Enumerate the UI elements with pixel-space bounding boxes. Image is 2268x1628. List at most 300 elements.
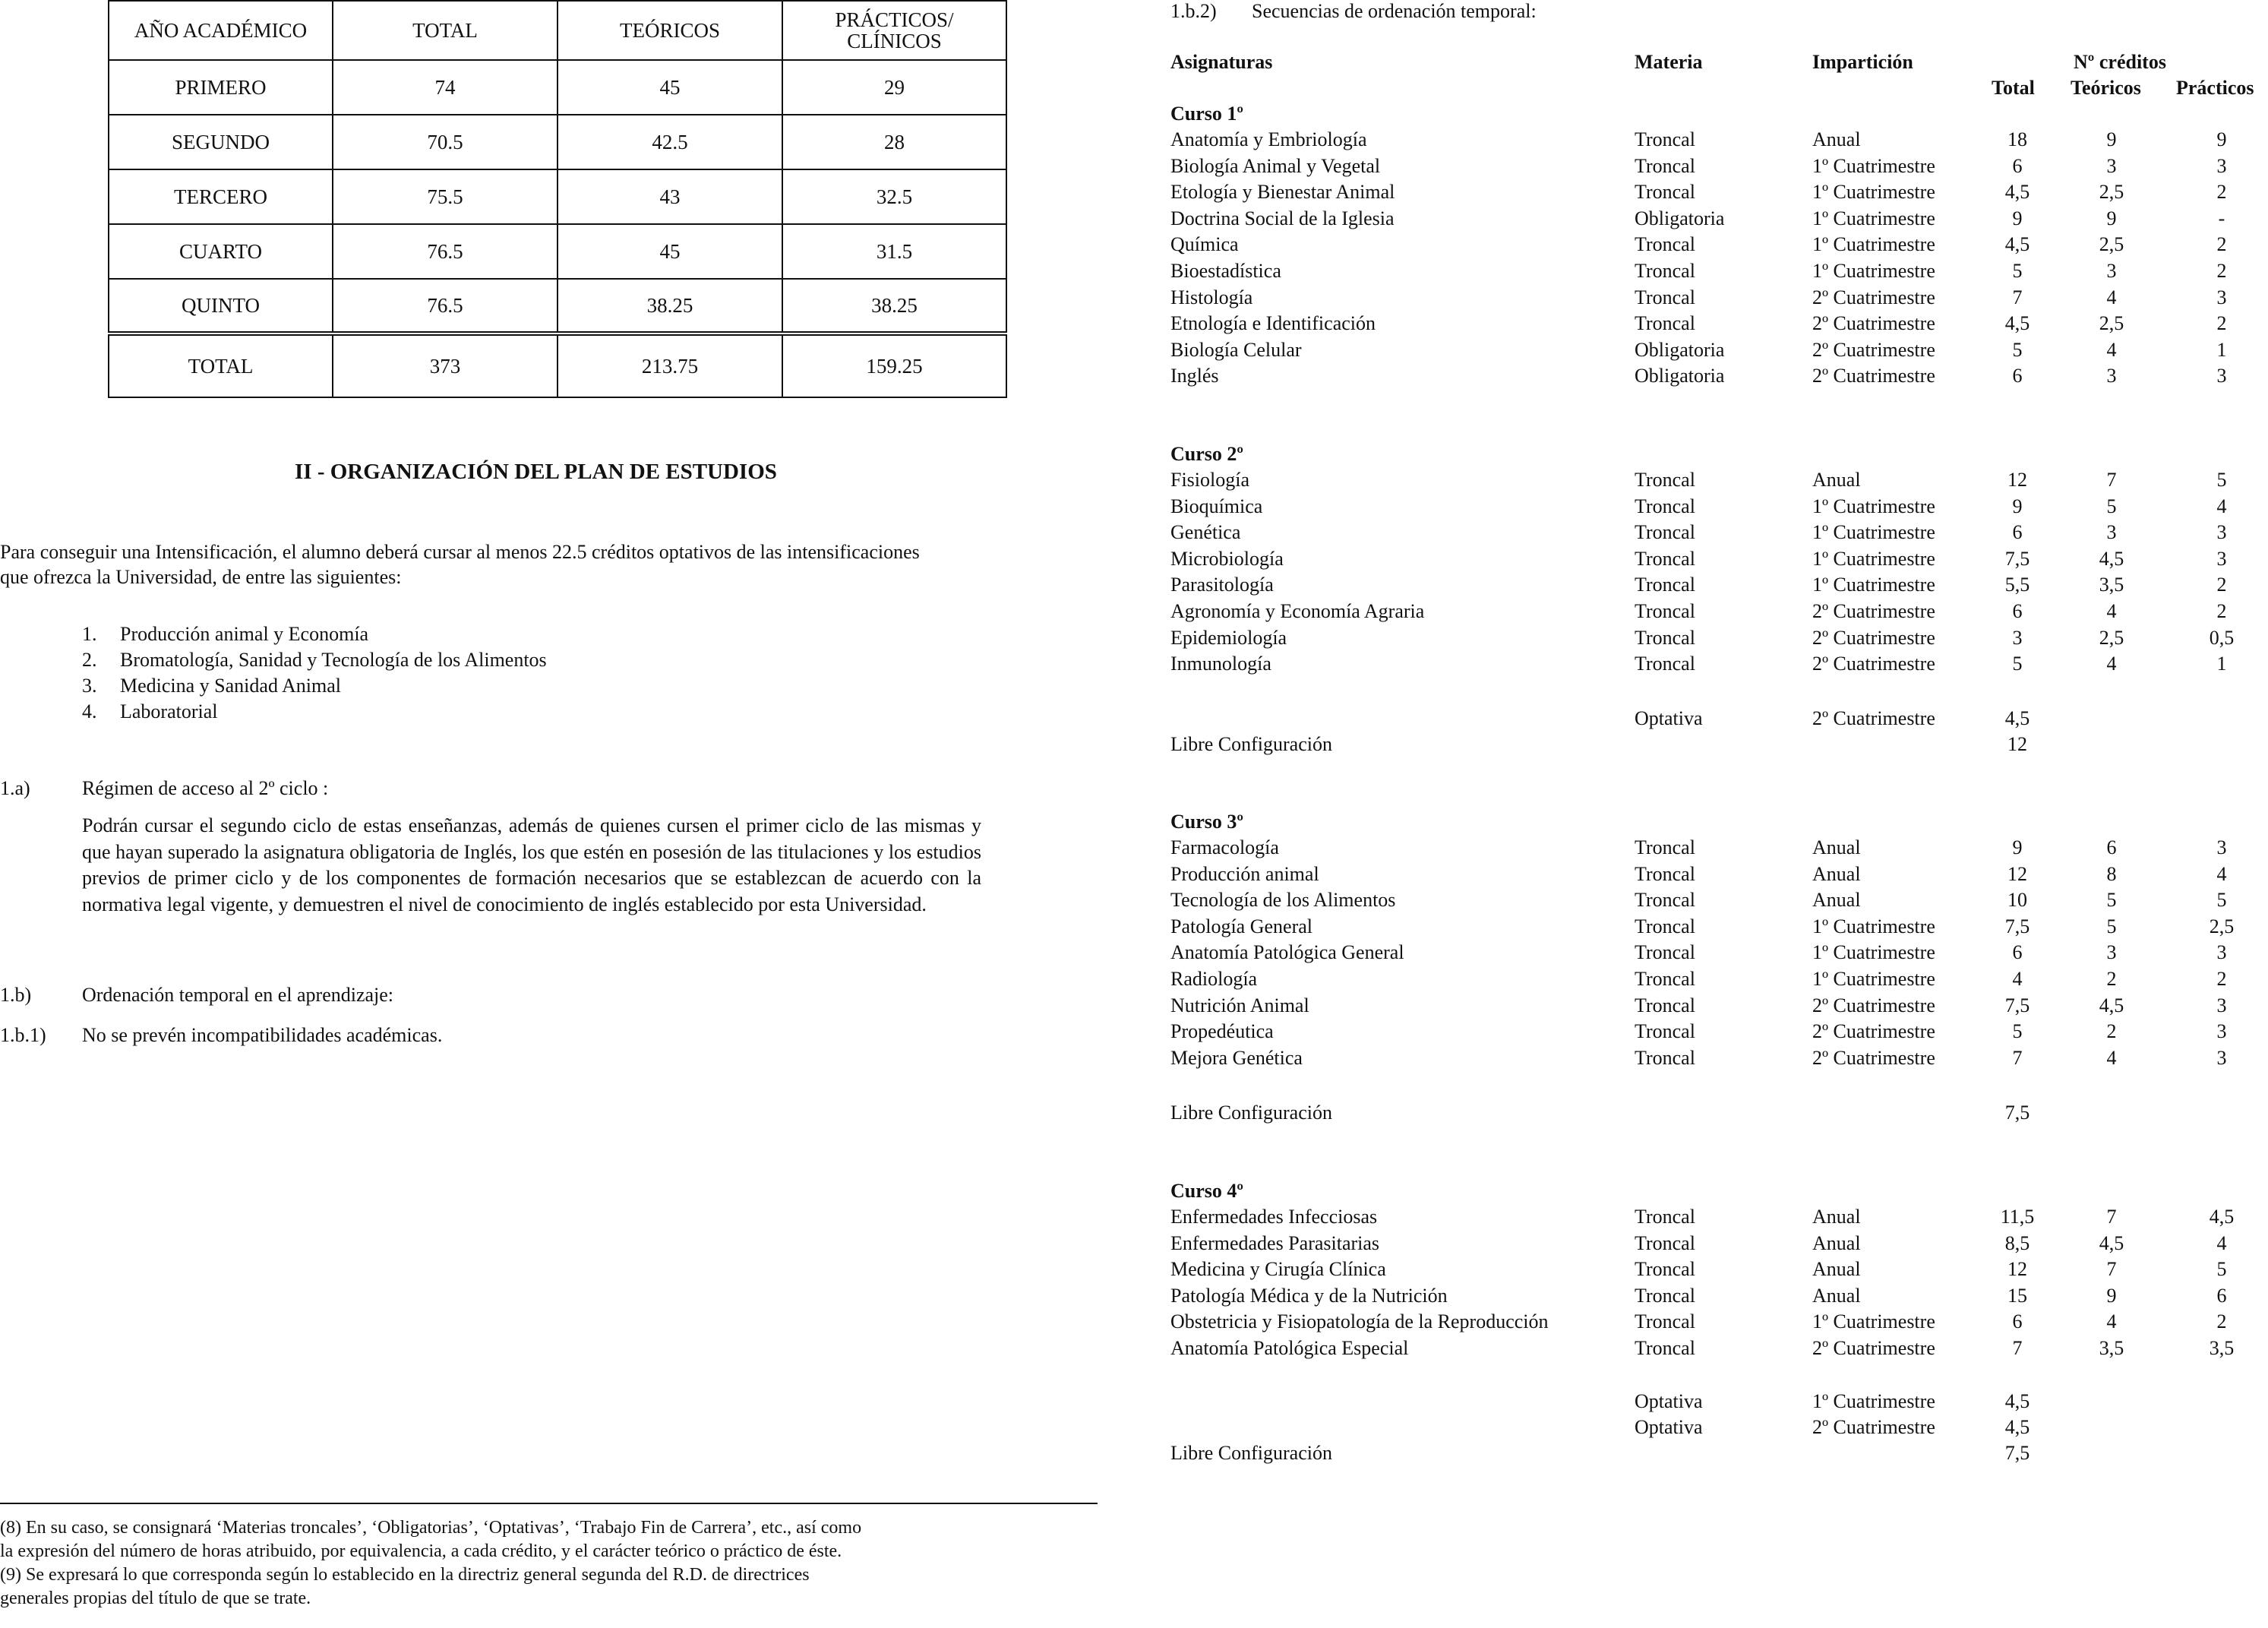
summary-cell: 76.5 — [333, 279, 558, 334]
cell-asignatura: Libre Configuración — [1170, 1442, 1332, 1464]
cell-total: 7,5 — [2004, 548, 2030, 570]
extra-row — [0, 1416, 2268, 1442]
cell-materia: Troncal — [1635, 128, 1695, 150]
cell-total: 12 — [2007, 733, 2027, 755]
cell-total: 4,5 — [2004, 1416, 2030, 1438]
cell-asignatura: Bioquímica — [1170, 495, 1263, 517]
cell-asignatura: Radiología — [1170, 968, 1258, 990]
asignatura-row — [0, 155, 2268, 181]
cell-materia: Optativa — [1635, 1416, 1703, 1438]
cell-practicos: 2 — [2216, 1310, 2227, 1332]
cell-teoricos: 2,5 — [2099, 233, 2124, 255]
cell-asignatura: Biología Celular — [1170, 339, 1302, 361]
cell-asignatura: Parasitología — [1170, 574, 1274, 596]
cell-total: 7 — [2012, 286, 2023, 308]
summary-row-primero — [109, 60, 1006, 115]
header-materia: Materia — [1635, 51, 1703, 73]
cell-asignatura: Epidemiología — [1170, 627, 1287, 649]
cell-total: 15 — [2007, 1285, 2027, 1307]
cell-teoricos: 5 — [2106, 495, 2117, 517]
cell-asignatura: Agronomía y Economía Agraria — [1170, 600, 1425, 622]
asignatura-row — [0, 574, 2268, 599]
cell-asignatura: Genética — [1170, 521, 1241, 543]
item-number: 3. — [82, 675, 97, 697]
cell-total: 18 — [2007, 128, 2027, 150]
cell-imparticion: 2º Cuatrimestre — [1812, 1047, 1935, 1069]
cell-total: 9 — [2012, 207, 2023, 229]
item-text: Bromatología, Sanidad y Tecnología de los Alimentos — [120, 649, 547, 671]
cell-teoricos: 5 — [2106, 915, 2117, 937]
ordenacion-label: 1.b) — [0, 984, 32, 1006]
cell-asignatura: Inglés — [1170, 365, 1219, 387]
cell-asignatura: Nutrición Animal — [1170, 994, 1309, 1016]
cell-asignatura: Anatomía Patológica General — [1170, 941, 1404, 963]
cell-imparticion: Anual — [1812, 863, 1861, 885]
summary-cell: SEGUNDO — [109, 115, 333, 169]
summary-header-row — [109, 1, 1006, 60]
cell-practicos: 3 — [2216, 836, 2227, 858]
cell-teoricos: 4 — [2106, 653, 2117, 675]
cell-asignatura: Farmacología — [1170, 836, 1279, 858]
cell-teoricos: 3 — [2106, 941, 2117, 963]
asignatura-row — [0, 521, 2268, 547]
cell-materia: Troncal — [1635, 312, 1695, 334]
cell-imparticion: 1º Cuatrimestre — [1812, 233, 1935, 255]
summary-cell: 45 — [558, 60, 782, 115]
header-asignaturas: Asignaturas — [1170, 51, 1273, 73]
cell-total: 11,5 — [2000, 1206, 2035, 1228]
item-text: Laboratorial — [120, 700, 218, 722]
cell-materia: Troncal — [1635, 574, 1695, 596]
footnote-8-line-1: (8) En su caso, se consignará ‘Materias troncales’, ‘Obligatorias’, ‘Optativas’, ‘Trabajo Fin de Carrera’, etc., así como — [0, 1518, 862, 1538]
cell-asignatura: Patología General — [1170, 915, 1312, 937]
cell-imparticion: 2º Cuatrimestre — [1812, 627, 1935, 649]
cell-imparticion: 2º Cuatrimestre — [1812, 653, 1935, 675]
cell-imparticion: 2º Cuatrimestre — [1812, 312, 1935, 334]
cell-materia: Troncal — [1635, 889, 1695, 911]
cell-asignatura: Microbiología — [1170, 548, 1284, 570]
cell-imparticion: 1º Cuatrimestre — [1812, 207, 1935, 229]
cell-total: 12 — [2007, 469, 2027, 491]
cell-asignatura: Enfermedades Infecciosas — [1170, 1206, 1378, 1228]
cell-practicos: 6 — [2216, 1285, 2227, 1307]
cell-teoricos: 4,5 — [2099, 548, 2124, 570]
cell-asignatura: Enfermedades Parasitarias — [1170, 1232, 1380, 1254]
asignatura-row — [0, 836, 2268, 862]
intro-line-1: Para conseguir una Intensificación, el alumno deberá cursar al menos 22.5 créditos optativos de las intensificaciones — [0, 541, 920, 563]
asignatura-row — [0, 1310, 2268, 1336]
cell-asignatura: Libre Configuración — [1170, 1102, 1332, 1124]
cell-materia: Troncal — [1635, 155, 1695, 177]
cell-asignatura: Libre Configuración — [1170, 733, 1332, 755]
cell-imparticion: 1º Cuatrimestre — [1812, 915, 1935, 937]
cell-materia: Troncal — [1635, 521, 1695, 543]
cell-materia: Troncal — [1635, 653, 1695, 675]
cell-total: 7,5 — [2004, 915, 2030, 937]
cell-materia: Optativa — [1635, 1390, 1703, 1412]
cell-teoricos: 2,5 — [2099, 312, 2124, 334]
cell-practicos: 2 — [2216, 968, 2227, 990]
cell-teoricos: 3 — [2106, 155, 2117, 177]
summary-cell: TOTAL — [109, 334, 333, 397]
cell-imparticion: 2º Cuatrimestre — [1812, 286, 1935, 308]
cell-total: 5 — [2012, 339, 2023, 361]
cell-imparticion: 1º Cuatrimestre — [1812, 495, 1935, 517]
cell-materia: Troncal — [1635, 994, 1695, 1016]
cell-teoricos: 7 — [2106, 1206, 2117, 1228]
cell-materia: Obligatoria — [1635, 207, 1725, 229]
header-imparticion: Impartición — [1812, 51, 1913, 73]
cell-practicos: 3 — [2216, 286, 2227, 308]
cell-practicos: 3 — [2216, 155, 2227, 177]
item-number: 2. — [82, 649, 97, 671]
asignatura-row — [0, 339, 2268, 365]
asignatura-row — [0, 915, 2268, 941]
asignatura-row — [0, 207, 2268, 233]
intro-line-2: que ofrezca la Universidad, de entre las siguientes: — [0, 566, 402, 588]
curso-title: Curso 1º — [1170, 103, 1243, 125]
cell-practicos: 2 — [2216, 181, 2227, 203]
cell-materia: Troncal — [1635, 233, 1695, 255]
cell-total: 6 — [2012, 521, 2023, 543]
cell-materia: Troncal — [1635, 968, 1695, 990]
header-practicos-clinicos — [782, 1, 1006, 60]
cell-practicos: 3,5 — [2209, 1337, 2235, 1359]
summary-cell: QUINTO — [109, 279, 333, 334]
cell-teoricos: 4 — [2106, 286, 2117, 308]
ordenacion-title: Ordenación temporal en el aprendizaje: — [82, 984, 394, 1006]
cell-practicos: 3 — [2216, 521, 2227, 543]
cell-total: 6 — [2012, 600, 2023, 622]
cell-materia: Troncal — [1635, 1285, 1695, 1307]
asignatura-row — [0, 941, 2268, 967]
asignatura-row — [0, 627, 2268, 653]
cell-materia: Troncal — [1635, 1337, 1695, 1359]
cell-asignatura: Tecnología de los Alimentos — [1170, 889, 1396, 911]
summary-cell: 38.25 — [782, 279, 1006, 334]
cell-total: 5 — [2012, 653, 2023, 675]
cell-imparticion: 2º Cuatrimestre — [1812, 339, 1935, 361]
cell-imparticion: 2º Cuatrimestre — [1812, 1337, 1935, 1359]
extra-row — [0, 1102, 2268, 1127]
cell-practicos: 4 — [2216, 495, 2227, 517]
cell-imparticion: Anual — [1812, 1206, 1861, 1228]
cell-practicos: 3 — [2216, 548, 2227, 570]
cell-asignatura: Obstetricia y Fisiopatología de la Reproducción — [1170, 1310, 1549, 1332]
summary-cell: 28 — [782, 115, 1006, 169]
cell-teoricos: 3 — [2106, 260, 2117, 282]
summary-cell: 74 — [333, 60, 558, 115]
summary-cell: 32.5 — [782, 169, 1006, 224]
cell-total: 7 — [2012, 1047, 2023, 1069]
cell-total: 4,5 — [2004, 181, 2030, 203]
extra-row — [0, 733, 2268, 759]
asignatura-row — [0, 365, 2268, 390]
asignatura-row — [0, 1337, 2268, 1363]
cell-materia: Troncal — [1635, 469, 1695, 491]
summary-cell: 159.25 — [782, 334, 1006, 397]
cell-total: 12 — [2007, 1258, 2027, 1280]
cell-materia: Troncal — [1635, 600, 1695, 622]
cell-materia: Obligatoria — [1635, 365, 1725, 387]
cell-practicos: 2 — [2216, 312, 2227, 334]
summary-cell: 70.5 — [333, 115, 558, 169]
extra-row — [0, 707, 2268, 733]
asignatura-row — [0, 889, 2268, 915]
cell-total: 5,5 — [2004, 574, 2030, 596]
asignatura-row — [0, 469, 2268, 495]
cell-teoricos: 3 — [2106, 521, 2117, 543]
cell-materia: Troncal — [1635, 286, 1695, 308]
header-total-creditos: Total — [1992, 77, 2035, 99]
cell-teoricos: 3,5 — [2099, 1337, 2124, 1359]
incompat-title: No se prevén incompatibilidades académicas. — [82, 1024, 443, 1046]
summary-cell: 45 — [558, 224, 782, 279]
cell-total: 4,5 — [2004, 1390, 2030, 1412]
cell-teoricos: 9 — [2106, 128, 2117, 150]
cell-imparticion: 1º Cuatrimestre — [1812, 548, 1935, 570]
cell-imparticion: Anual — [1812, 836, 1861, 858]
item-text: Medicina y Sanidad Animal — [120, 675, 342, 697]
cell-imparticion: 1º Cuatrimestre — [1812, 181, 1935, 203]
asignatura-row — [0, 968, 2268, 994]
item-text: Producción animal y Economía — [120, 623, 369, 645]
asignatura-row — [0, 233, 2268, 259]
cell-total: 5 — [2012, 260, 2023, 282]
cell-asignatura: Inmunología — [1170, 653, 1271, 675]
cell-teoricos: 5 — [2106, 889, 2117, 911]
cell-total: 4 — [2012, 968, 2023, 990]
summary-cell: 31.5 — [782, 224, 1006, 279]
cell-asignatura: Patología Médica y de la Nutrición — [1170, 1285, 1448, 1307]
cell-materia: Troncal — [1635, 627, 1695, 649]
summary-cell: 43 — [558, 169, 782, 224]
cell-practicos: 5 — [2216, 469, 2227, 491]
cell-teoricos: 8 — [2106, 863, 2117, 885]
cell-materia: Troncal — [1635, 863, 1695, 885]
asignatura-row — [0, 863, 2268, 889]
section-title: II - ORGANIZACIÓN DEL PLAN DE ESTUDIOS — [295, 460, 777, 484]
summary-cell: 75.5 — [333, 169, 558, 224]
cell-imparticion: 1º Cuatrimestre — [1812, 260, 1935, 282]
cell-imparticion: Anual — [1812, 128, 1861, 150]
cell-materia: Troncal — [1635, 1232, 1695, 1254]
asignatura-row — [0, 653, 2268, 678]
summary-cell: 29 — [782, 60, 1006, 115]
cell-practicos: 3 — [2216, 994, 2227, 1016]
summary-cell: 76.5 — [333, 224, 558, 279]
cell-asignatura: Doctrina Social de la Iglesia — [1170, 207, 1395, 229]
cell-materia: Troncal — [1635, 181, 1695, 203]
extra-row — [0, 1390, 2268, 1416]
cell-asignatura: Mejora Genética — [1170, 1047, 1303, 1069]
cell-imparticion: Anual — [1812, 1232, 1861, 1254]
cell-total: 6 — [2012, 365, 2023, 387]
cell-imparticion: 1º Cuatrimestre — [1812, 968, 1935, 990]
acceso-title: Régimen de acceso al 2º ciclo : — [82, 777, 329, 799]
cell-materia: Optativa — [1635, 707, 1703, 729]
cell-teoricos: 3,5 — [2099, 574, 2124, 596]
cell-imparticion: 1º Cuatrimestre — [1812, 1310, 1935, 1332]
cell-imparticion: 2º Cuatrimestre — [1812, 994, 1935, 1016]
asignatura-row — [0, 260, 2268, 286]
cell-total: 4,5 — [2004, 233, 2030, 255]
asignatura-row — [0, 1285, 2268, 1310]
cell-total: 7,5 — [2004, 1442, 2030, 1464]
asignatura-row — [0, 286, 2268, 312]
header-total: TOTAL — [333, 1, 558, 60]
cell-total: 5 — [2012, 1020, 2023, 1042]
asignatura-row — [0, 1020, 2268, 1046]
cell-total: 10 — [2007, 889, 2027, 911]
cell-practicos: 3 — [2216, 941, 2227, 963]
curso-title: Curso 2º — [1170, 443, 1243, 465]
cell-materia: Obligatoria — [1635, 339, 1725, 361]
cell-imparticion: 2º Cuatrimestre — [1812, 1416, 1935, 1438]
cell-teoricos: 4 — [2106, 339, 2117, 361]
cell-teoricos: 4 — [2106, 600, 2117, 622]
incompat-label: 1.b.1) — [0, 1024, 46, 1046]
cell-teoricos: 9 — [2106, 1285, 2117, 1307]
cell-imparticion: 1º Cuatrimestre — [1812, 574, 1935, 596]
cell-total: 3 — [2012, 627, 2023, 649]
cell-imparticion: Anual — [1812, 1258, 1861, 1280]
cell-total: 9 — [2012, 836, 2023, 858]
cell-practicos: 2 — [2216, 233, 2227, 255]
footnote-divider — [0, 1503, 1098, 1504]
cell-imparticion: Anual — [1812, 1285, 1861, 1307]
cell-teoricos: 4,5 — [2099, 1232, 2124, 1254]
cell-imparticion: 2º Cuatrimestre — [1812, 600, 1935, 622]
cell-asignatura: Propedéutica — [1170, 1020, 1274, 1042]
cell-total: 4,5 — [2004, 707, 2030, 729]
cell-practicos: 2 — [2216, 260, 2227, 282]
cell-materia: Troncal — [1635, 548, 1695, 570]
cell-imparticion: 2º Cuatrimestre — [1812, 707, 1935, 729]
asignatura-row — [0, 600, 2268, 626]
cell-teoricos: 6 — [2106, 836, 2117, 858]
cell-teoricos: 2 — [2106, 968, 2117, 990]
cell-asignatura: Histología — [1170, 286, 1253, 308]
cell-practicos: 3 — [2216, 1020, 2227, 1042]
cell-materia: Troncal — [1635, 941, 1695, 963]
cell-teoricos: 4,5 — [2099, 994, 2124, 1016]
cell-teoricos: 7 — [2106, 469, 2117, 491]
cell-imparticion: 2º Cuatrimestre — [1812, 1020, 1935, 1042]
header-anio-academico: AÑO ACADÉMICO — [109, 1, 333, 60]
cell-imparticion: Anual — [1812, 469, 1861, 491]
item-number: 1. — [82, 623, 97, 645]
asignatura-row — [0, 994, 2268, 1020]
cell-teoricos: 4 — [2106, 1310, 2117, 1332]
cell-imparticion: 1º Cuatrimestre — [1812, 1390, 1935, 1412]
secuencias-title: Secuencias de ordenación temporal: — [1252, 0, 1537, 22]
cell-total: 9 — [2012, 495, 2023, 517]
cell-teoricos: 3 — [2106, 365, 2117, 387]
asignatura-row — [0, 495, 2268, 521]
cell-asignatura: Fisiología — [1170, 469, 1250, 491]
cell-teoricos: 7 — [2106, 1258, 2117, 1280]
cell-asignatura: Medicina y Cirugía Clínica — [1170, 1258, 1386, 1280]
header-clinicos: CLÍNICOS — [847, 30, 942, 52]
cell-materia: Troncal — [1635, 260, 1695, 282]
cell-practicos: 2,5 — [2209, 915, 2235, 937]
cell-asignatura: Anatomía Patológica Especial — [1170, 1337, 1409, 1359]
acceso-label: 1.a) — [0, 777, 30, 799]
cell-total: 7,5 — [2004, 994, 2030, 1016]
cell-total: 6 — [2012, 1310, 2023, 1332]
asignatura-row — [0, 1232, 2268, 1258]
cell-imparticion: 1º Cuatrimestre — [1812, 521, 1935, 543]
summary-cell: PRIMERO — [109, 60, 333, 115]
summary-cell: TERCERO — [109, 169, 333, 224]
cell-materia: Troncal — [1635, 1206, 1695, 1228]
cell-imparticion: Anual — [1812, 889, 1861, 911]
asignatura-row — [0, 1258, 2268, 1284]
cell-practicos: 3 — [2216, 365, 2227, 387]
acceso-body: Podrán cursar el segundo ciclo de estas enseñanzas, además de quienes cursen el primer ciclo de las mismas y que hayan superado la asignatura obligatoria de Inglés, los que estén en posesión de las titulaciones y los estudios previos de primer ciclo y de los componentes de formación necesarios que se establezcan de acuerdo con la normativa legal vigente, y demuestren el nivel de conocimiento de inglés establecido por esta Universidad. — [82, 814, 981, 915]
cell-teoricos: 2,5 — [2099, 627, 2124, 649]
asignatura-row — [0, 181, 2268, 207]
secuencias-label: 1.b.2) — [1170, 0, 1217, 22]
cell-total: 6 — [2012, 155, 2023, 177]
cell-materia: Troncal — [1635, 1047, 1695, 1069]
cell-teoricos: 4 — [2106, 1047, 2117, 1069]
summary-cell: CUARTO — [109, 224, 333, 279]
cell-materia: Troncal — [1635, 836, 1695, 858]
cell-asignatura: Bioestadística — [1170, 260, 1281, 282]
cell-practicos: 9 — [2216, 128, 2227, 150]
cell-total: 8,5 — [2004, 1232, 2030, 1254]
header-teoricos: TEÓRICOS — [558, 1, 782, 60]
cell-total: 6 — [2012, 941, 2023, 963]
cell-materia: Troncal — [1635, 915, 1695, 937]
cell-practicos: 2 — [2216, 600, 2227, 622]
cell-practicos: 4 — [2216, 1232, 2227, 1254]
cell-practicos: 1 — [2216, 653, 2227, 675]
cell-asignatura: Producción animal — [1170, 863, 1319, 885]
cell-practicos: - — [2218, 207, 2225, 229]
cell-practicos: 4,5 — [2209, 1206, 2235, 1228]
cell-materia: Troncal — [1635, 1020, 1695, 1042]
summary-cell: 38.25 — [558, 279, 782, 334]
asignatura-row — [0, 548, 2268, 574]
cell-teoricos: 2 — [2106, 1020, 2117, 1042]
asignatura-row — [0, 312, 2268, 338]
cell-materia: Troncal — [1635, 1310, 1695, 1332]
extra-row — [0, 1442, 2268, 1468]
header-practicos: PRÁCTICOS/ — [835, 8, 954, 31]
header-n-creditos: Nº créditos — [2074, 51, 2166, 73]
item-number: 4. — [82, 700, 97, 722]
cell-asignatura: Biología Animal y Vegetal — [1170, 155, 1381, 177]
cell-materia: Troncal — [1635, 1258, 1695, 1280]
header-teoricos-creditos: Teóricos — [2071, 77, 2141, 99]
cell-imparticion: 1º Cuatrimestre — [1812, 155, 1935, 177]
cell-practicos: 5 — [2216, 889, 2227, 911]
cell-total: 7,5 — [2004, 1102, 2030, 1124]
cell-asignatura: Etología y Bienestar Animal — [1170, 181, 1395, 203]
cell-asignatura: Etnología e Identificación — [1170, 312, 1376, 334]
header-practicos-creditos: Prácticos — [2176, 77, 2254, 99]
footnote-9-line-2: generales propias del título de que se trate. — [0, 1588, 311, 1608]
cell-teoricos: 2,5 — [2099, 181, 2124, 203]
cell-practicos: 1 — [2216, 339, 2227, 361]
summary-cell: 213.75 — [558, 334, 782, 397]
cell-imparticion: 2º Cuatrimestre — [1812, 365, 1935, 387]
footnote-9-line-1: (9) Se expresará lo que corresponda según lo establecido en la directriz general segunda del R.D. de directrices — [0, 1565, 810, 1585]
cell-materia: Troncal — [1635, 495, 1695, 517]
